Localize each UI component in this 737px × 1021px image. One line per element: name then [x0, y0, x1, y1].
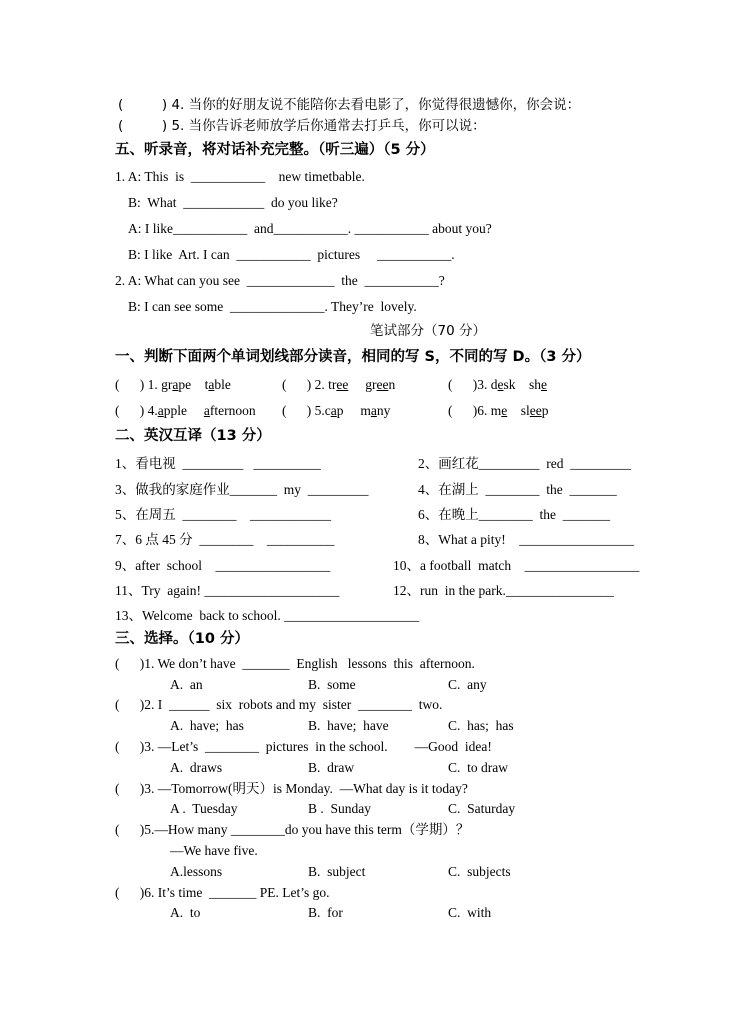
phonics-item: ( ) 4.apple afternoon	[115, 403, 256, 418]
oral-question-5: ( ) 5. 当你告诉老师放学后你通常去打乒乓，你可以说：	[118, 118, 486, 134]
choice-option-b: B. have; have	[308, 718, 389, 733]
translation-item: 12、run in the park.________________	[393, 583, 614, 598]
choice-option-b: B. draw	[308, 760, 355, 775]
translation-item: 11、Try again! ____________________	[115, 583, 340, 598]
choice-option-c: C. Saturday	[448, 801, 516, 816]
choice-option-c: C. has; has	[448, 718, 514, 733]
choice-section-title: 三、选择。（10 分）	[115, 631, 249, 647]
choice-option-b: B . Sunday	[308, 801, 372, 816]
listening-line: B: I can see some ______________. They’re lovely.	[128, 299, 417, 314]
phonics-item: ( )3. desk she	[448, 377, 548, 392]
choice-option-a: A. draws	[170, 760, 223, 775]
listening-line: B: I like Art. I can ___________ pictures ___________.	[128, 247, 455, 262]
translation-item: 9、after school _________________	[115, 558, 331, 573]
choice-question-stem: ( )6. It’s time _______ PE. Let’s go.	[115, 885, 330, 900]
translation-section-title: 二、英汉互译（13 分）	[115, 428, 271, 444]
choice-option-a: A . Tuesday	[170, 801, 238, 816]
choice-question-stem: ( )2. I ______ six robots and my sister ________ two.	[115, 697, 443, 712]
choice-question-stem: ( )1. We don’t have _______ English lessons this afternoon.	[115, 656, 475, 671]
choice-option-c: C. with	[448, 905, 492, 920]
translation-item: 8、What a pity! _________________	[418, 532, 634, 547]
choice-question-stem: ( )5.—How many ________do you have this term（学期）？	[115, 822, 470, 837]
listening-line: A: I like___________ and___________. ___________ about you?	[128, 221, 492, 236]
choice-option-b: B. some	[308, 677, 356, 692]
phonics-item: ( ) 1. grape table	[115, 377, 231, 392]
translation-item: 6、在晚上________ the _______	[418, 507, 610, 522]
translation-item: 7、6 点 45 分 ________ __________	[115, 532, 335, 547]
choice-question-subline: —We have five.	[170, 843, 258, 858]
listening-line: 2. A: What can you see _____________ the ___________?	[115, 273, 445, 288]
choice-question-stem: ( )3. —Let’s ________ pictures in the school. —Good idea!	[115, 739, 492, 754]
translation-item: 3、做我的家庭作业_______ my _________	[115, 482, 369, 497]
listening-section-title: 五、听录音，将对话补充完整。（听三遍）（5 分）	[115, 142, 435, 158]
choice-option-a: A. to	[170, 905, 201, 920]
translation-item: 2、画红花_________ red _________	[418, 456, 631, 471]
translation-item: 1、看电视 _________ __________	[115, 456, 321, 471]
phonics-item: ( ) 2. tree green	[282, 377, 396, 392]
phonics-item: ( )6. me sleep	[448, 403, 549, 418]
translation-item: 4、在湖上 ________ the _______	[418, 482, 617, 497]
choice-option-c: C. any	[448, 677, 487, 692]
choice-option-b: B. subject	[308, 864, 366, 879]
choice-question-stem: ( )3. —Tomorrow(明天）is Monday. —What day is it today?	[115, 781, 468, 796]
translation-item: 5、在周五 ________ ____________	[115, 507, 331, 522]
phonics-item: ( ) 5.cap many	[282, 403, 391, 418]
choice-option-a: A.lessons	[170, 864, 223, 879]
written-part-title: 笔试部分（70 分）	[370, 323, 486, 339]
choice-option-a: A. have; has	[170, 718, 244, 733]
choice-option-b: B. for	[308, 905, 343, 920]
listening-line: 1. A: This is ___________ new timetbable.	[115, 169, 365, 184]
translation-item: 10、a football match _________________	[393, 558, 640, 573]
choice-option-c: C. to draw	[448, 760, 508, 775]
choice-option-a: A. an	[170, 677, 203, 692]
choice-option-c: C. subjects	[448, 864, 511, 879]
oral-question-4: ( ) 4. 当你的好朋友说不能陪你去看电影了，你觉得很遗憾你，你会说：	[118, 97, 581, 113]
listening-line: B: What ____________ do you like?	[128, 195, 338, 210]
phonics-section-title: 一、判断下面两个单词划线部分读音，相同的写 S，不同的写 D。（3 分）	[115, 349, 591, 365]
translation-item: 13、Welcome back to school. ____________________	[115, 608, 420, 623]
